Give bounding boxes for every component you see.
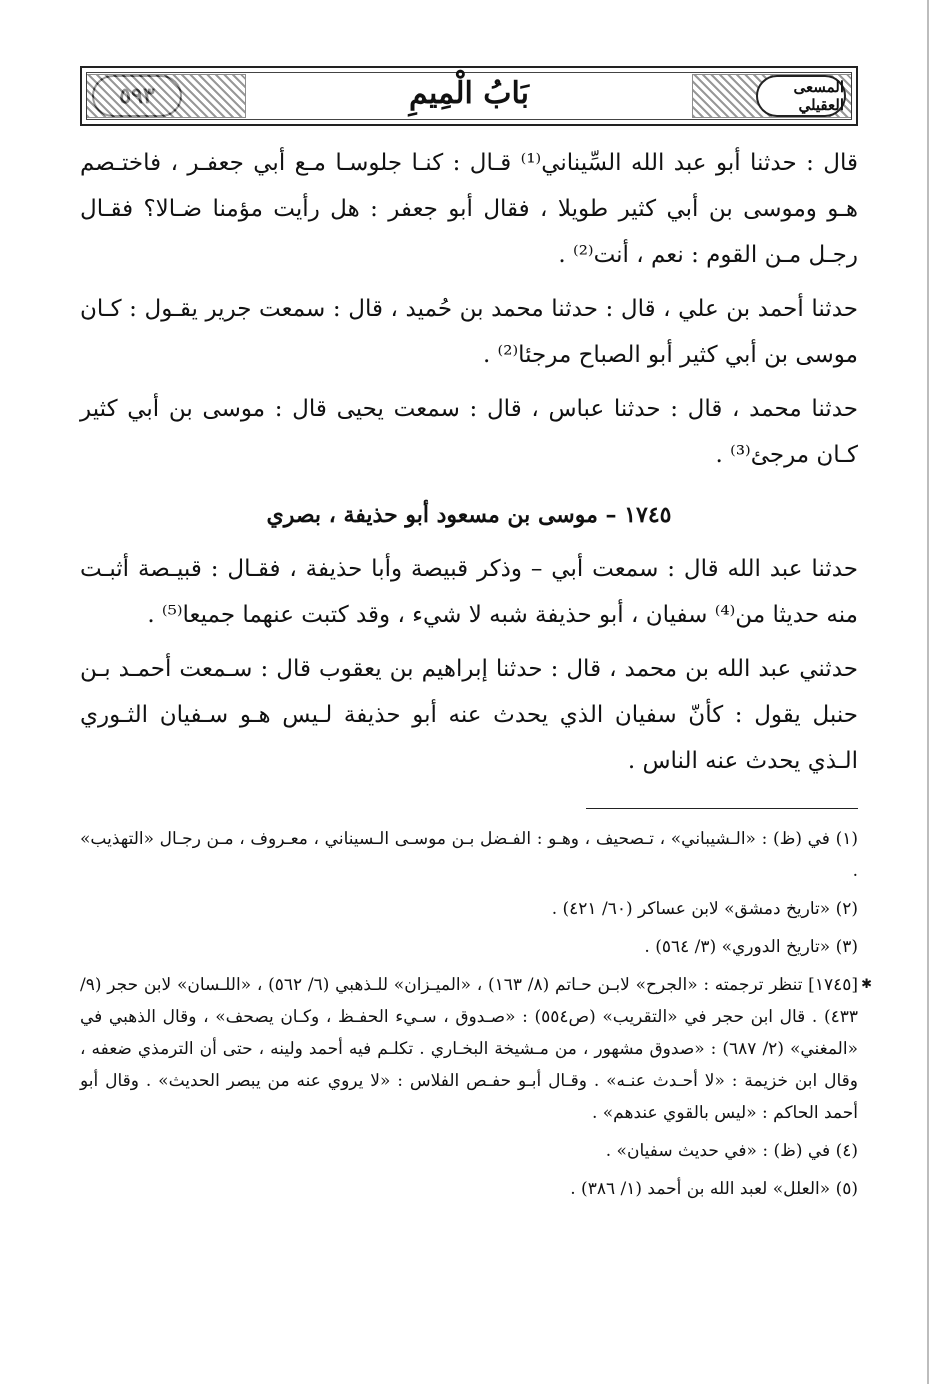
publisher-logo: المسعى العقيلي bbox=[756, 75, 846, 117]
paragraph: حدثنا عبد الله قال : سمعت أبي – وذكر قبيصة وأبا حذيفة ، فقـال : قبيـصة أثبـت منه حديثا من⁽⁴⁾ سفيان ، أبو حذيفة شبه لا شيء ، وقد كتبت عنهما جميعا⁽⁵⁾ . bbox=[80, 556, 858, 628]
footnotes bbox=[80, 823, 858, 1205]
paragraph: حدثني عبد الله بن محمد ، قال : حدثنا إبراهيم بن يعقوب قال : سـمعت أحمـد بـن حنبل يقول : كأنّ سفيان الذي يحدث عنه أبو حذيفة لـيس هـو سـفيان الثـوري الـذي يحدث عنه الناس . bbox=[80, 656, 858, 774]
book-page bbox=[80, 66, 858, 1211]
chapter-title: بَابُ الْمِيمِ bbox=[408, 76, 530, 111]
paragraph: قال : حدثنا أبو عبد الله السِّيناني⁽¹⁾ قـال : كنـا جلوسـا مـع أبي جعفـر ، فاختـصم هـو وموسى بن أبي كثير طويلا ، فقال أبو جعفر : هل رأيت مؤمنا ضـالا؟ فقـال رجـل مـن القوم : نعم ، أنت⁽²⁾ . bbox=[80, 150, 859, 268]
footnote-entry-sources: ✱ [١٧٤٥] تنظر ترجمته : «الجرح» لابـن حـاتم (٨/ ١٦٣) ، «الميـزان» للـذهبي (٦/ ٥٦٢) ، «اللـسان» لابن حجر (٩/ ٤٣٣) . قال ابن حجر في «التقريب» (ص٥٥٤) : «صـدوق ، سـيء الحفـظ ، وكـان يصحف» ، وقال الذهبي في «المغني» (٢/ ٦٨٧) : «صدوق مشهور ، من مـشيخة البخـاري . تكلـم فيه أحمد ولينه ، حتى أن الترمذي ضعفه ، وقال ابن خزيمة : «لا أحـدث عنـه» . وقـال أبـو حفـص الفلاس : «لا يروي عنه من يبصر الحديث» . وقال أبو أحمد الحاكم : «ليس بالقوي عندهم» . bbox=[80, 969, 858, 1129]
footnote-separator bbox=[586, 808, 858, 809]
entry-heading: ١٧٤٥ – موسى بن مسعود أبو حذيفة ، بصري bbox=[266, 502, 672, 528]
footnote: (٤) في (ظ) : «في حديث سفيان» . bbox=[605, 1141, 858, 1161]
ornament-left bbox=[86, 74, 246, 118]
footnote: (١) في (ظ) : «الـشيباني» ، تـصحيف ، وهـو : الفـضل بـن موسـى الـسيناني ، معـروف ، مـن رجـال «التهذيب» . bbox=[80, 829, 858, 881]
main-text bbox=[80, 140, 858, 784]
page-header bbox=[80, 66, 858, 126]
footnote: (٥) «العلل» لعبد الله بن أحمد (١/ ٣٨٦) . bbox=[570, 1179, 858, 1199]
paragraph: حدثنا محمد ، قال : حدثنا عباس ، قال : سمعت يحيى قال : موسى بن أبي كثير كـان مرجئ⁽³⁾ . bbox=[80, 396, 858, 468]
footnote: (٣) «تاريخ الدوري» (٣/ ٥٦٤) . bbox=[644, 937, 858, 957]
scan-edge-line bbox=[927, 0, 929, 1384]
paragraph: حدثنا أحمد بن علي ، قال : حدثنا محمد بن حُميد ، قال : سمعت جرير يقـول : كـان موسى بن أبي كثير أبو الصباح مرجئا⁽²⁾ . bbox=[80, 296, 858, 368]
footnote: (٢) «تاريخ دمشق» لابن عساكر (٦٠/ ٤٢١) . bbox=[551, 899, 858, 919]
